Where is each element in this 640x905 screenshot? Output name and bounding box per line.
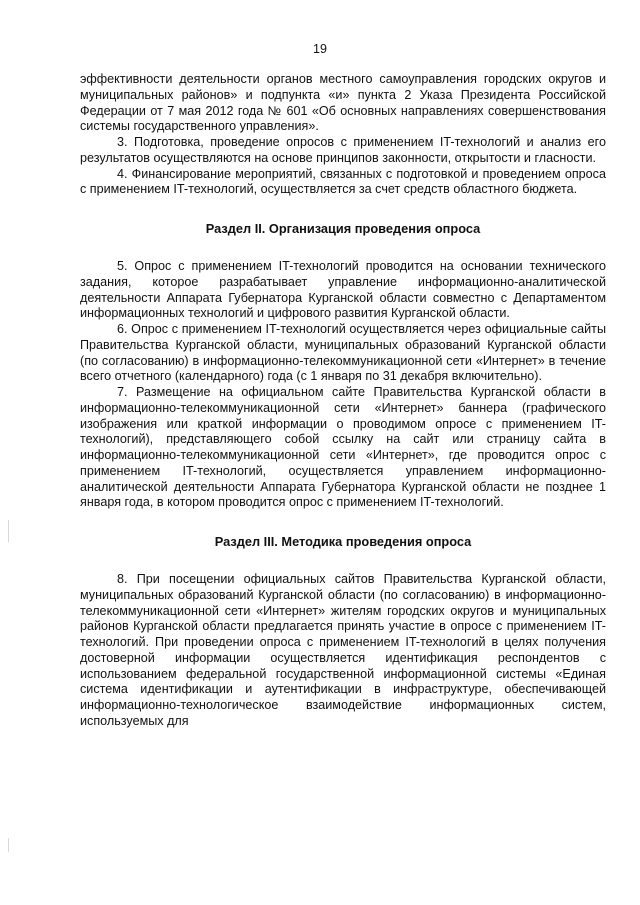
paragraph-5: 5. Опрос с применением IT-технологий проводится на основании технического задания, которое разрабатывает управление информационно-аналитической деятельности Аппарата Губернатора Курганской области совместно с Департаментом информационных технологий и цифрового развития Курганской области. (80, 259, 606, 321)
page-number: 19 (313, 42, 327, 56)
section-3-heading: Раздел III. Методика проведения опроса (214, 534, 472, 549)
paragraph-7: 7. Размещение на официальном сайте Правительства Курганской области в информационно-телекоммуникационной сети «Интернет» баннера (графического изображения или краткой информации о проводимом опросе с применением IT-технологий), представляющего собой ссылку на сайт или страницу сайта в информационно-телекоммуникационной сети «Интернет», где проводится опрос с применением IT-технологий, осуществляется управлением информационно-аналитической деятельности Аппарата Губернатора Курганской области не позднее 1 января года, в котором проводится опрос с применением IT-технологий. (80, 385, 606, 510)
scan-margin-mark (8, 838, 9, 852)
section-2-heading: Раздел II. Организация проведения опроса (205, 221, 481, 236)
paragraph-4: 4. Финансирование мероприятий, связанных с подготовкой и проведением опроса с применением IT-технологий, осуществляется за счет средств областного бюджета. (80, 166, 606, 197)
document-body (80, 72, 606, 730)
scan-margin-mark (8, 520, 9, 542)
paragraph-8: 8. При посещении официальных сайтов Правительства Курганской области, муниципальных образований Курганской области (по согласованию) в информационно-телекоммуникационной сети «Интернет» жителям городских округов и муниципальных районов Курганской области предлагается принять участие в опросе с применением IT-технологий. При проведении опроса с применением IT-технологий в целях получения достоверной информации осуществляется идентификация респондентов с использованием федеральной государственной информационной системы «Единая система идентификации и аутентификации в инфраструктуре, обеспечивающей информационно-технологическое взаимодействие информационных систем, используемых для (80, 572, 606, 728)
paragraph-continuation: эффективности деятельности органов местного самоуправления городских округов и муниципальных районов» и подпункта «и» пункта 2 Указа Президента Российской Федерации от 7 мая 2012 года № 601 «Об основных направлениях совершенствования системы государственного управления». (80, 72, 606, 134)
paragraph-6: 6. Опрос с применением IT-технологий осуществляется через официальные сайты Правительства Курганской области, муниципальных образований Курганской области (по согласованию) в информационно-телекоммуникационной сети «Интернет» в течение всего отчетного (календарного) года (с 1 января по 31 декабря включительно). (80, 322, 606, 384)
paragraph-3: 3. Подготовка, проведение опросов с применением IT-технологий и анализ его результатов осуществляются на основе принципов законности, открытости и гласности. (80, 135, 606, 165)
